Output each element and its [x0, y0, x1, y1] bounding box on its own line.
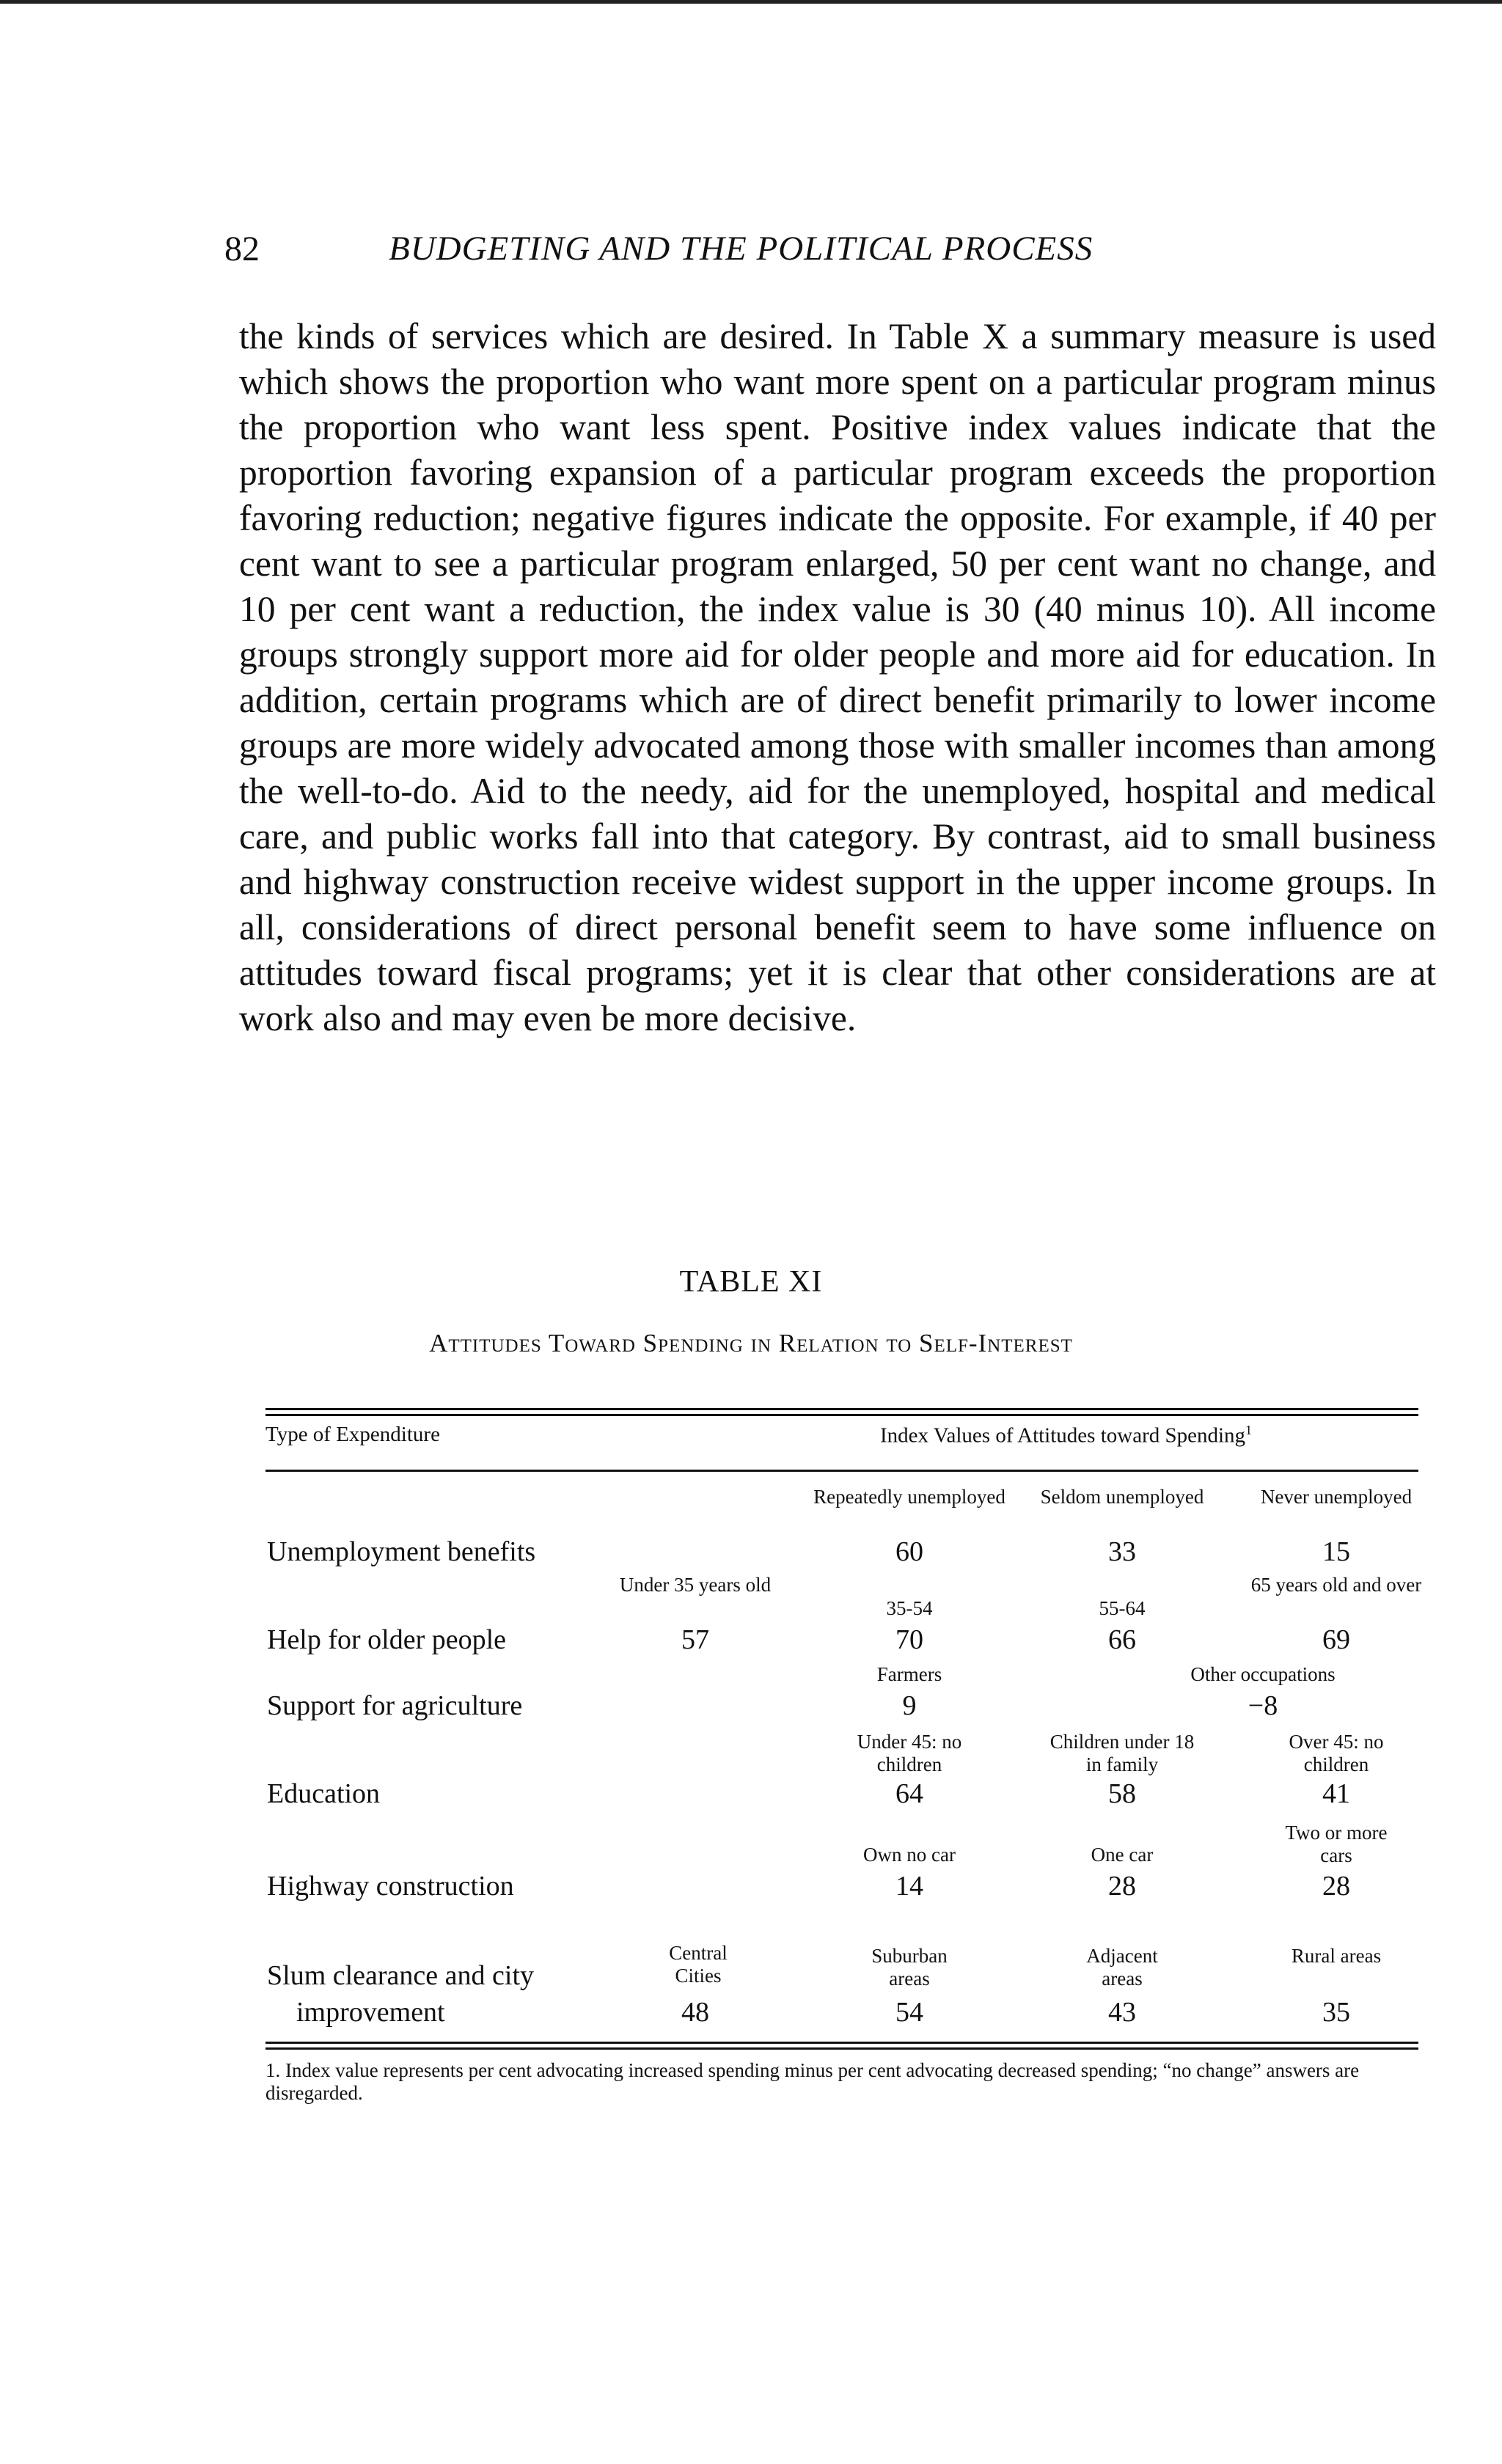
body-paragraph: the kinds of services which are desired. In Table X a summary measure is used which shows the proportion who want more spent on a particular program minus the proportion who want less spent. Positive index values indicate that the proportion favoring expansion of a particular program exceeds the proportion favoring reduction; negative figures indicate the opposite. For example, if 40 per cent want to see a particular program enlarged, 50 per cent want no change, and 10 per cent want a reduction, the index value is 30 (40 minus 10). All income groups strongly support more aid for older people and more aid for education. In addition, certain programs which are of direct benefit primarily to lower income groups are more widely advocated among those with smaller incomes than among the well-to-do. Aid to the needy, aid for the unemployed, hospital and medical care, and public works fall into that category. By contrast, aid to small business and highway construction receive widest support in the upper income groups. In all, considerations of direct personal benefit seem to have some influence on attitudes toward fiscal programs; yet it is clear that other considerations are at work also and may even be more decisive.: [239, 316, 1436, 1038]
group-label: 55-64: [1099, 1597, 1146, 1619]
row-label-slum-line2: improvement: [296, 1997, 445, 2028]
value-cell: 69: [1322, 1624, 1350, 1655]
page-number: 82: [224, 230, 260, 268]
table-title: TABLE XI: [679, 1265, 823, 1299]
header-bottom-rule: [265, 1470, 1418, 1472]
row-label-agriculture: Support for agriculture: [267, 1690, 523, 1721]
group-label: Other occupations: [1190, 1663, 1336, 1685]
group-label: Under 35 years old: [619, 1574, 772, 1596]
table-subtitle: Attitudes Toward Spending in Relation to Self-Interest: [429, 1329, 1073, 1357]
value-cell: 9: [902, 1690, 917, 1721]
column-header-index: Index Values of Attitudes toward Spending$^1$: [880, 1423, 1253, 1448]
value-cell: 58: [1108, 1778, 1136, 1809]
row-label-slum-line1: Slum clearance and city: [267, 1960, 535, 1991]
group-label: Repeatedly unemployed: [813, 1486, 1005, 1508]
group-label: Two or more cars: [1285, 1822, 1388, 1866]
table-top-rule-double: [265, 1414, 1418, 1416]
group-label: Over 45: no children: [1289, 1731, 1384, 1775]
value-cell: 57: [681, 1624, 709, 1655]
table-footnote: 1. Index value represents per cent advocating increased spending minus per cent advocating decreased spending; “no change” answers are disregarded.: [265, 2059, 1360, 2104]
value-cell: 70: [895, 1624, 923, 1655]
page-top-border: [0, 0, 1502, 4]
row-label-highway: Highway construction: [267, 1871, 514, 1902]
group-label: Central Cities: [669, 1942, 728, 1987]
table-bottom-rule-double: [265, 2047, 1418, 2050]
value-cell: −8: [1248, 1690, 1278, 1721]
group-label: Seldom unemployed: [1040, 1486, 1204, 1508]
table-top-rule: [265, 1408, 1418, 1410]
group-label: One car: [1091, 1844, 1154, 1866]
group-label: 35-54: [886, 1597, 933, 1619]
value-cell: 28: [1108, 1871, 1136, 1902]
group-label: Own no car: [863, 1844, 956, 1866]
value-cell: 35: [1322, 1997, 1350, 2028]
value-cell: 60: [895, 1536, 923, 1567]
row-label-older-people: Help for older people: [267, 1624, 507, 1655]
row-label-unemployment: Unemployment benefits: [267, 1536, 536, 1567]
group-label: Under 45: no children: [857, 1731, 962, 1775]
value-cell: 43: [1108, 1997, 1136, 2028]
value-cell: 48: [681, 1997, 709, 2028]
group-label: Adjacent areas: [1086, 1945, 1158, 1990]
running-title: BUDGETING AND THE POLITICAL PROCESS: [389, 230, 1093, 268]
group-label: 65 years old and over: [1250, 1574, 1422, 1596]
group-label: Rural areas: [1291, 1945, 1382, 1967]
value-cell: 15: [1322, 1536, 1350, 1567]
group-label: Farmers: [876, 1663, 942, 1685]
group-label: Never unemployed: [1260, 1486, 1413, 1508]
group-label: Children under 18 in family: [1049, 1731, 1195, 1775]
value-cell: 64: [895, 1778, 923, 1809]
value-cell: 41: [1322, 1778, 1350, 1809]
value-cell: 54: [895, 1997, 923, 2028]
column-header-expenditure: Type of Expenditure: [265, 1423, 440, 1446]
value-cell: 14: [895, 1871, 923, 1902]
row-label-education: Education: [267, 1778, 381, 1809]
value-cell: 28: [1322, 1871, 1350, 1902]
table-bottom-rule: [265, 2042, 1418, 2044]
value-cell: 66: [1108, 1624, 1136, 1655]
group-label: Suburban areas: [871, 1945, 948, 1990]
value-cell: 33: [1108, 1536, 1136, 1567]
